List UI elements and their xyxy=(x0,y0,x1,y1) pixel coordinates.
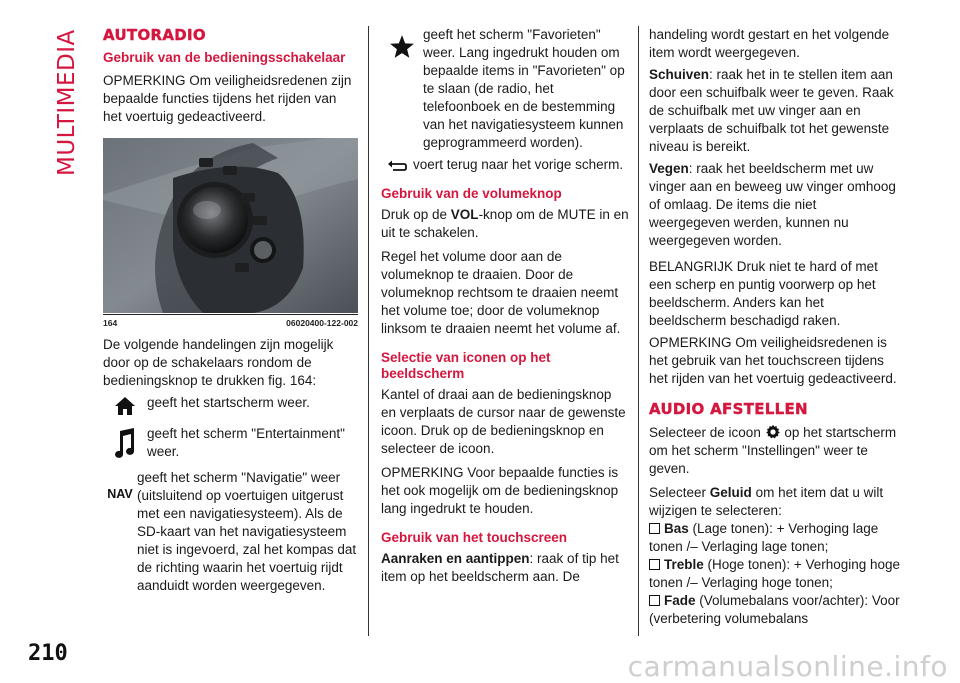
list-item: Bas (Lage tonen): + Verhoging lage tonen /– Verlaging lage tonen; xyxy=(649,521,879,554)
column-3 xyxy=(649,26,901,628)
music-note-icon xyxy=(114,427,136,459)
gear-icon xyxy=(765,424,781,440)
knob-illustration xyxy=(103,138,358,313)
list-item xyxy=(381,156,629,174)
list-item xyxy=(103,469,358,595)
list-item-text: geeft het scherm "Favorieten" weer. Lang ingedrukt houden om bepaalde items in "Favorieten" op te slaan (de radio, het telefoonboek en de bestemming van het navigatiesysteem kunnen geprogrammeerd worden). xyxy=(423,27,625,150)
figure-caption-rule xyxy=(103,314,358,315)
icons-paragraph-2: OPMERKING Voor bepaalde functies is het ook mogelijk om de bedieningsknop lang ingedrukt te houden. xyxy=(381,465,619,516)
volume-paragraph-2: Regel het volume door aan de volumeknop te draaien. Door de volumeknop rechtsom te draaien neemt het volume toe; door de volumeknop linksom te draaien neemt het volume af. xyxy=(381,249,621,336)
checkbox-bullet-icon xyxy=(649,523,660,534)
checkbox-bullet-icon xyxy=(649,559,660,570)
list-item-text: geeft het scherm "Navigatie" weer (uitsluitend op voertuigen uitgerust met een navigatiesysteem). Als de SD-kaart van het navigatiesysteem niet is ingevoerd, zal het kompas dat de richting waarin het voertuig rijdt aanduidt worden weergegeven. xyxy=(137,470,357,593)
important-note: BELANGRIJK Druk niet te hard of met een scherp en puntig voorwerp op het beeldscherm. Anders kan het beeldscherm beschadigd raken. xyxy=(649,259,878,328)
column-1 xyxy=(103,26,358,595)
home-icon xyxy=(114,396,136,416)
list-item xyxy=(103,394,358,416)
list-item xyxy=(381,26,629,152)
audio-paragraph-2: Selecteer Geluid om het item dat u wilt wijzigen te selecteren: xyxy=(649,485,884,518)
list-item-text: geeft het startscherm weer. xyxy=(147,395,310,410)
list-item: Treble (Hoge tonen): + Verhoging hoge tonen /– Verlaging hoge tonen; xyxy=(649,557,901,590)
figure-caption xyxy=(103,318,358,328)
star-icon xyxy=(389,34,415,60)
column-divider xyxy=(368,26,369,636)
touch-paragraph-continued: handeling wordt gestart en het volgende item wordt weergegeven. xyxy=(649,27,890,60)
column-divider xyxy=(638,26,639,636)
list-item xyxy=(103,425,358,461)
intro-paragraph: De volgende handelingen zijn mogelijk door op de schakelaars rondom de bedieningsknop te drukken fig. 164: xyxy=(103,337,334,388)
safety-note-touchscreen: OPMERKING Om veiligheidsredenen is het gebruik van het touchscreen tijdens het rijden van het voertuig gedeactiveerd. xyxy=(649,335,897,386)
safety-note: OPMERKING Om veiligheidsredenen zijn bepaalde functies tijdens het rijden van het voertuig gedeactiveerd. xyxy=(103,73,352,124)
icons-paragraph-1: Kantel of draai aan de bedieningsknop en verplaats de cursor naar de gewenste icoon. Druk op de bedieningsknop en selecteer de icoon. xyxy=(381,387,626,456)
subtitle-icon-selection: Selectie van iconen op het beeldscherm xyxy=(381,350,551,381)
volume-paragraph-1: Druk op de VOL-knop om de MUTE in en uit te schakelen. xyxy=(381,207,629,240)
subtitle-volume-knob: Gebruik van de volumeknop xyxy=(381,186,562,201)
watermark: carmanualsonline.info xyxy=(627,650,948,683)
subtitle-control-switch: Gebruik van de bedieningsschakelaar xyxy=(103,50,346,65)
figure-control-knob-photo xyxy=(103,138,358,313)
checkbox-bullet-icon xyxy=(649,595,660,606)
page-number: 210 xyxy=(28,641,68,666)
flick-paragraph: Vegen: raak het beeldscherm met uw vinger aan en beweeg uw vinger omhoog of omlaag. De items die niet weergegeven werden, kunnen nu weergegeven worden. xyxy=(649,161,896,248)
section-title-autoradio: AUTORADIO xyxy=(103,26,206,44)
swipe-paragraph: Schuiven: raak het in te stellen item aan door een schuifbalk weer te geven. Raak de schuifbalk met uw vinger aan en verplaats de schuifbalk tot het gewenste niveau is bereikt. xyxy=(649,67,894,154)
column-2 xyxy=(381,26,629,586)
figure-number: 164 xyxy=(103,318,118,328)
back-arrow-icon xyxy=(387,159,407,171)
nav-icon: NAV xyxy=(107,487,133,501)
figure-code: 06020400-122-002 xyxy=(286,318,358,328)
subtitle-touchscreen: Gebruik van het touchscreen xyxy=(381,530,568,545)
audio-paragraph-1: Selecteer de icoon op het startscherm om het scherm "Instellingen" weer te geven. xyxy=(649,425,897,476)
list-item: Fade (Volumebalans voor/achter): Voor (verbetering volumebalans xyxy=(649,593,900,626)
list-item-text: voert terug naar het vorige scherm. xyxy=(413,157,624,172)
touch-paragraph-1: Aanraken en aantippen: raak of tip het item op het beeldscherm aan. De xyxy=(381,551,619,584)
section-side-label: MULTIMEDIA xyxy=(54,29,80,176)
section-title-audio: AUDIO AFSTELLEN xyxy=(649,400,808,418)
list-item-text: geeft het scherm "Entertainment" weer. xyxy=(147,426,345,459)
